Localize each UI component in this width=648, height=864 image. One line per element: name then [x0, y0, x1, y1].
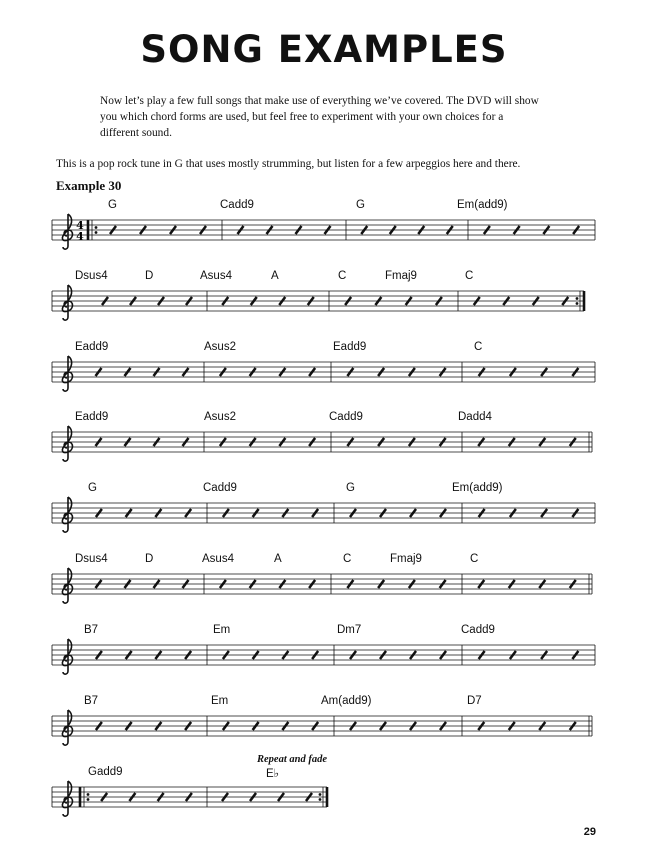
repeat-dot [95, 231, 98, 234]
chord-symbol: C [343, 553, 352, 565]
chord-symbol: D [145, 270, 154, 282]
treble-clef-icon [62, 781, 72, 816]
chord-symbol: C [474, 341, 483, 353]
treble-clef-icon [62, 497, 72, 532]
repeat-dot [87, 793, 90, 796]
chord-symbol: Eadd9 [75, 411, 109, 423]
chord-symbol: G [88, 482, 97, 494]
chord-symbol: Em [213, 624, 231, 636]
chord-symbol: Em(add9) [457, 199, 508, 211]
chord-symbol: Asus4 [200, 270, 232, 282]
chord-symbol: A [274, 553, 282, 565]
chord-symbol: Gadd9 [88, 766, 123, 778]
chord-symbol: C [465, 270, 474, 282]
chord-symbol: A [271, 270, 279, 282]
treble-clef-icon [62, 285, 72, 320]
chord-symbol: E♭ [266, 768, 280, 780]
staff-system [52, 781, 327, 816]
chord-symbol: Eadd9 [333, 341, 367, 353]
page-title: SONG EXAMPLES [140, 28, 508, 71]
chord-symbol: G [108, 199, 117, 211]
chord-symbol: G [346, 482, 355, 494]
chord-symbol: Am(add9) [321, 695, 372, 707]
chord-symbol: C [338, 270, 347, 282]
chord-symbol: G [356, 199, 365, 211]
treble-clef-icon [62, 568, 72, 603]
chord-symbol: D [145, 553, 154, 565]
staff-system [52, 568, 592, 603]
intro-paragraph: Now let’s play a few full songs that make use of everything we’ve covered. The DVD will show you which chord forms are used, but feel free to experiment with your own choices for a different sound. [100, 95, 539, 139]
example-label: Example 30 [56, 178, 122, 193]
chord-symbol: Cadd9 [220, 199, 254, 211]
chord-symbol: Fmaj9 [390, 553, 422, 565]
example-description: This is a pop rock tune in G that uses mostly strumming, but listen for a few arpeggios here and there. [56, 158, 521, 170]
chord-symbol: Asus2 [204, 411, 236, 423]
repeat-and-fade-text: Repeat and fade [257, 754, 327, 765]
repeat-dot [95, 226, 98, 229]
treble-clef-icon [62, 426, 72, 461]
time-signature-bottom: 4 [76, 230, 84, 243]
chord-symbol: Em(add9) [452, 482, 503, 494]
chord-symbol: Asus4 [202, 553, 234, 565]
chord-symbol: Asus2 [204, 341, 236, 353]
chord-symbol: Dm7 [337, 624, 362, 636]
chord-symbol: Cadd9 [461, 624, 495, 636]
treble-clef-icon [62, 214, 72, 249]
chord-symbol: Dsus4 [75, 553, 108, 565]
staff-system [52, 639, 595, 674]
chord-symbol: Cadd9 [329, 411, 363, 423]
treble-clef-icon [62, 710, 72, 745]
chord-symbol: Cadd9 [203, 482, 237, 494]
page-number: 29 [583, 826, 596, 838]
staff-system [52, 214, 595, 249]
chord-symbol: D7 [467, 695, 482, 707]
staff-system [52, 426, 592, 461]
chord-symbol: Dsus4 [75, 270, 108, 282]
repeat-dot [319, 793, 322, 796]
repeat-dot [576, 297, 579, 300]
staff-system [52, 285, 584, 320]
staff-system [52, 497, 595, 532]
staff-system [52, 710, 592, 745]
chord-symbol: B7 [84, 695, 99, 707]
treble-clef-icon [62, 639, 72, 674]
staff-system [52, 356, 595, 391]
time-signature-top: 4 [76, 219, 84, 232]
chord-symbol: Dadd4 [458, 411, 492, 423]
chord-symbol: Eadd9 [75, 341, 109, 353]
repeat-dot [319, 798, 322, 801]
repeat-dot [576, 302, 579, 305]
chord-symbol: Fmaj9 [385, 270, 417, 282]
chord-symbol: C [470, 553, 479, 565]
treble-clef-icon [62, 356, 72, 391]
chord-symbol: Em [211, 695, 229, 707]
repeat-dot [87, 798, 90, 801]
chord-symbol: B7 [84, 624, 99, 636]
